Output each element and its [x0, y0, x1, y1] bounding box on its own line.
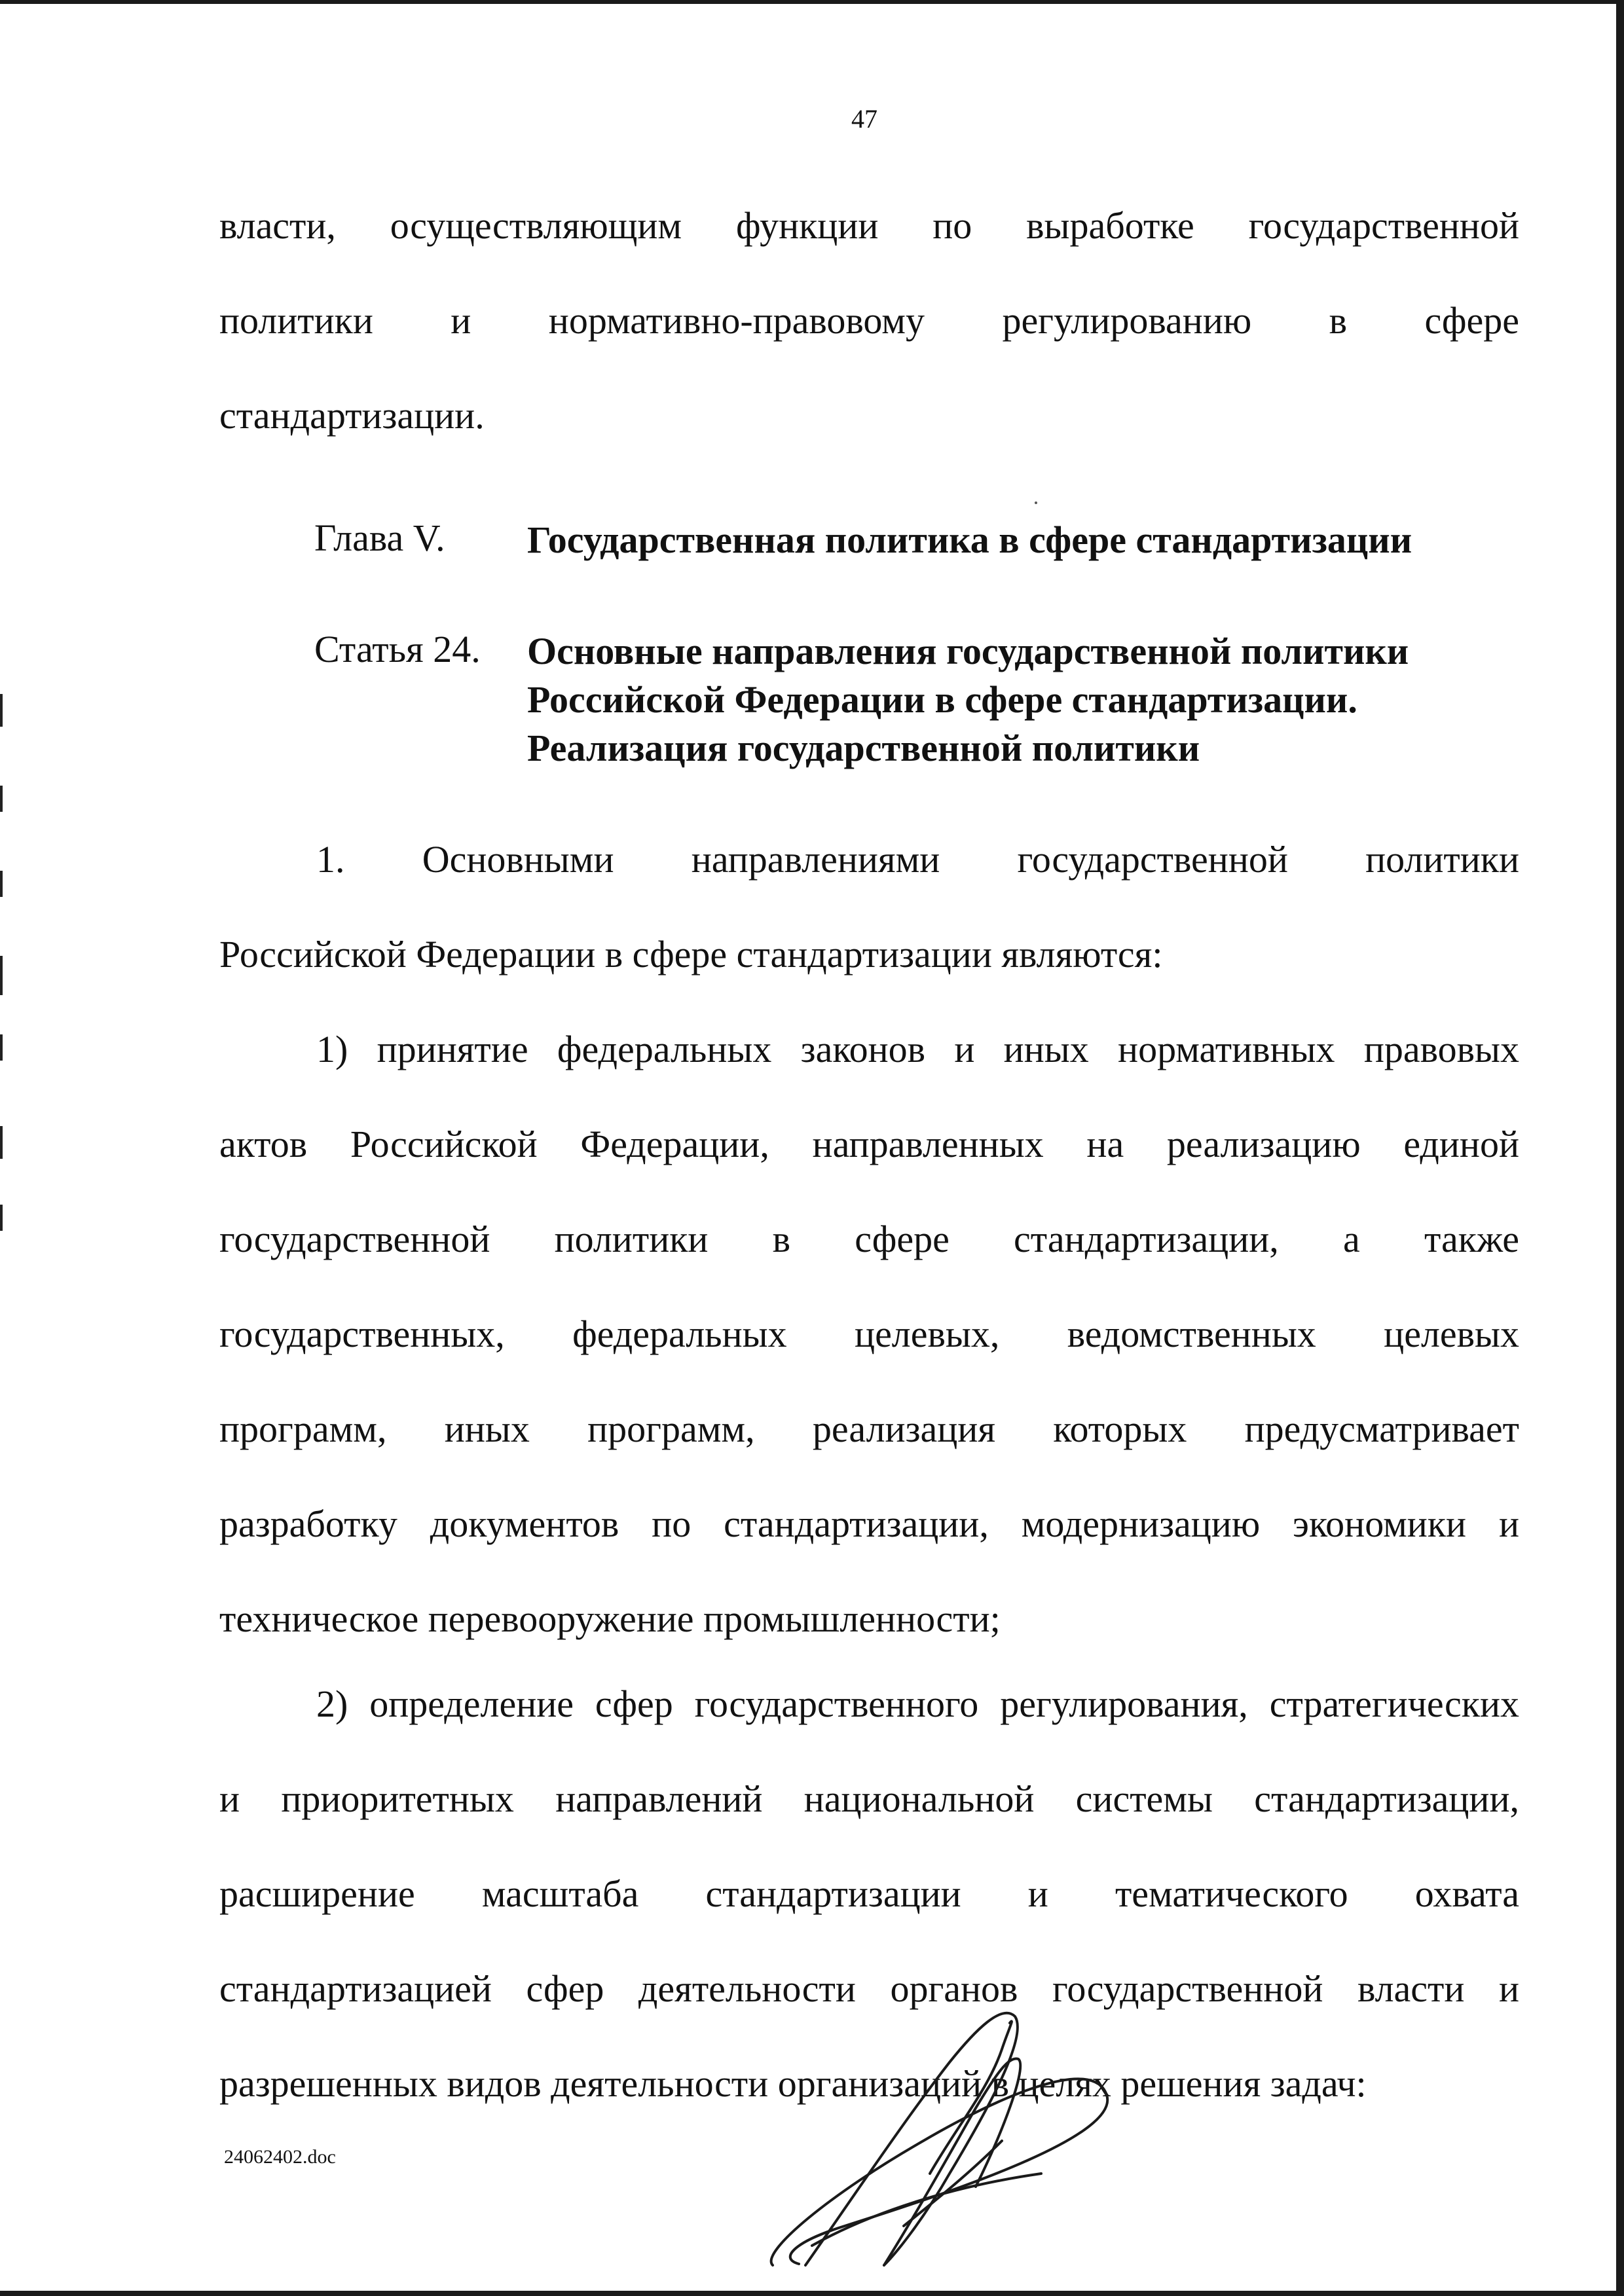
scan-edge-left-marks — [0, 0, 4, 2296]
list-item-1 — [219, 1002, 1519, 1666]
article-title-line: Основные направления государственной политики — [527, 630, 1409, 672]
text-line: Российской Федерации в сфере стандартизации являются: — [219, 933, 1163, 975]
text-line: 1) принятие федеральных законов и иных нормативных правовых — [316, 1028, 1519, 1070]
text-line: власти, осуществляющим функции по выработке государственной — [219, 204, 1519, 247]
scan-edge-bottom — [0, 2291, 1624, 2296]
article-label: Статья 24. — [314, 628, 481, 670]
text-line: государственных, федеральных целевых, ведомственных целевых — [219, 1313, 1519, 1355]
text-line: стандартизацией сфер деятельности органов государственной власти и — [219, 1967, 1519, 2010]
page-number: 47 — [851, 104, 877, 134]
paragraph-1 — [219, 812, 1519, 1002]
text-line: расширение масштаба стандартизации и тематического охвата — [219, 1872, 1519, 1915]
article-title — [527, 627, 1409, 773]
footer-filename: 24062402.doc — [224, 2146, 336, 2168]
text-line: политики и нормативно-правовому регулированию в сфере — [219, 299, 1519, 342]
text-line: 2) определение сфер государственного регулирования, стратегических — [316, 1683, 1519, 1725]
article-title-line: Реализация государственной политики — [527, 727, 1200, 769]
article-title-line: Российской Федерации в сфере стандартизации. — [527, 678, 1357, 721]
text-line: разрешенных видов деятельности организаций в целях решения задач: — [219, 2062, 1367, 2105]
chapter-title: Государственная политика в сфере стандартизации — [527, 519, 1412, 561]
text-line: актов Российской Федерации, направленных на реализацию единой — [219, 1123, 1519, 1165]
chapter-label: Глава V. — [314, 517, 445, 559]
text-line: стандартизации. — [219, 394, 485, 437]
text-line: программ, иных программ, реализация которых предусматривает — [219, 1408, 1519, 1450]
text-line: техническое перевооружение промышленности; — [219, 1597, 1001, 1640]
handwritten-signature — [753, 1977, 1120, 2285]
scan-speck — [1035, 501, 1037, 504]
text-line: 1. Основными направлениями государственной политики — [316, 838, 1519, 881]
text-line: разработку документов по стандартизации, модернизацию экономики и — [219, 1503, 1519, 1545]
text-line: и приоритетных направлений национальной системы стандартизации, — [219, 1777, 1519, 1820]
paragraph-intro — [219, 178, 1519, 463]
scan-edge-right — [1616, 0, 1624, 2296]
scan-edge-top — [0, 0, 1624, 4]
text-line: государственной политики в сфере стандартизации, а также — [219, 1218, 1519, 1260]
